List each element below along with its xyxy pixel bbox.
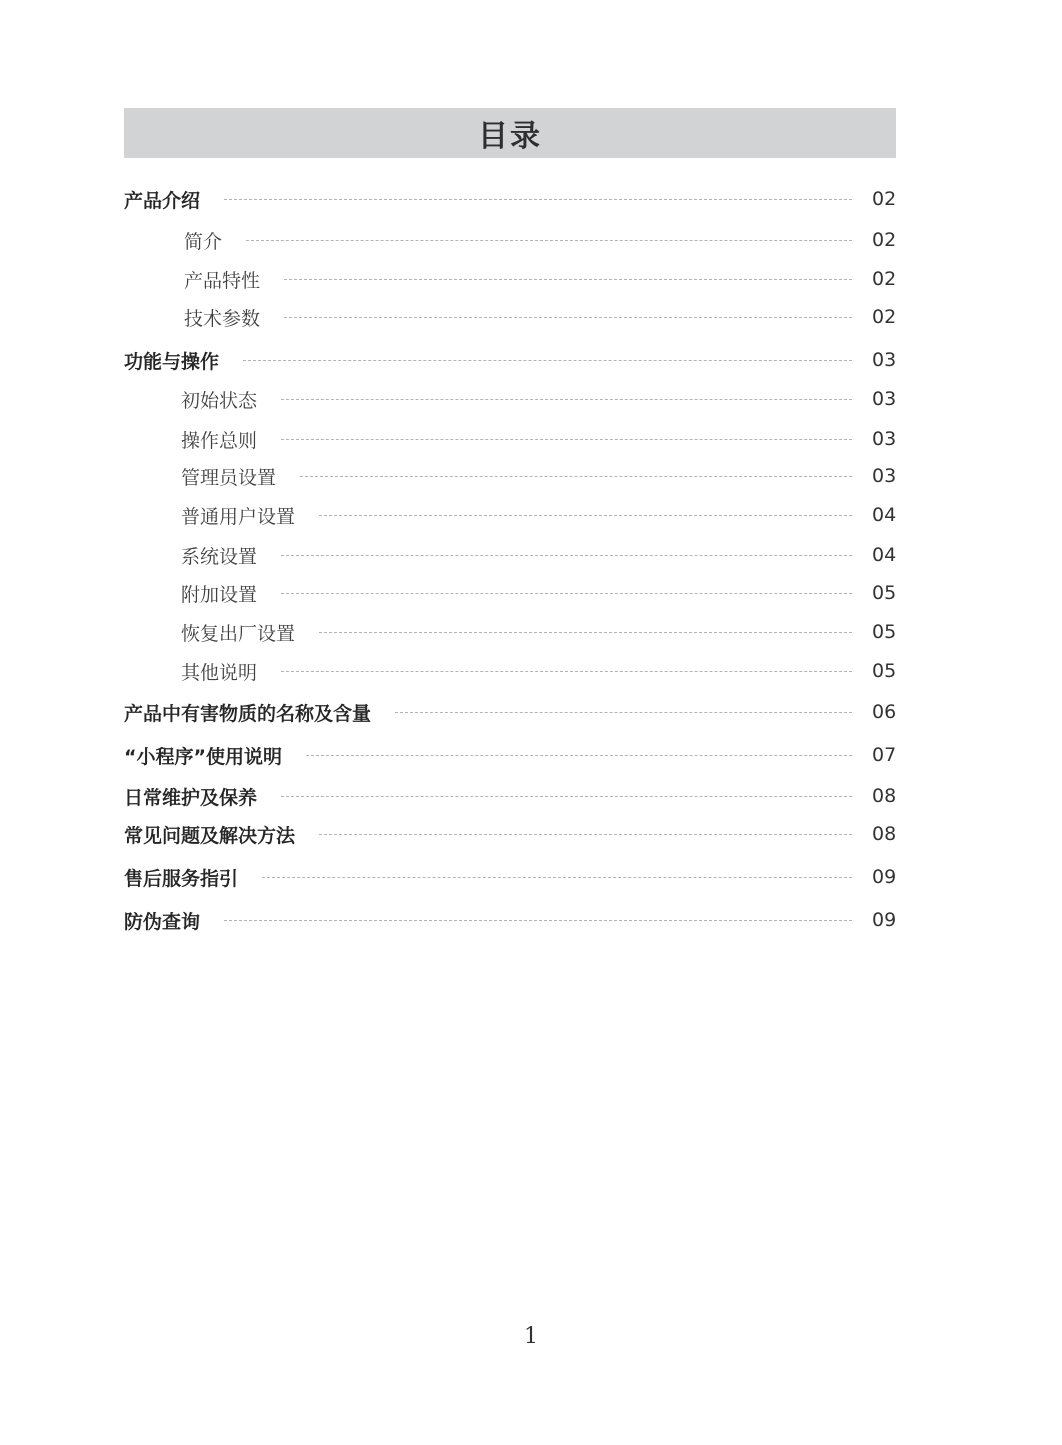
toc-entry[interactable]: [124, 461, 896, 491]
toc-entry[interactable]: [124, 424, 896, 454]
toc-entry[interactable]: [124, 500, 896, 530]
toc-entry[interactable]: [124, 656, 896, 686]
toc-entry-label: 操作总则: [181, 429, 258, 452]
toc-entry-label: 产品介绍: [124, 189, 201, 212]
toc-dot-leader: [246, 240, 852, 241]
toc-entry[interactable]: [124, 264, 896, 294]
toc-entry-page: 02: [872, 268, 897, 290]
toc-dot-leader: [281, 399, 852, 400]
toc-entry[interactable]: [124, 617, 896, 647]
toc-entry-label: 技术参数: [184, 307, 261, 330]
toc-dot-leader: [300, 476, 852, 477]
toc-entry-page: 03: [872, 465, 897, 487]
toc-dot-leader: [243, 360, 852, 361]
toc-entry-label: 管理员设置: [181, 466, 277, 489]
toc-entry-page: 08: [872, 823, 897, 845]
toc-entry-label: 产品中有害物质的名称及含量: [124, 702, 372, 725]
toc-dot-leader: [224, 920, 852, 921]
toc-entry-page: 03: [872, 349, 897, 371]
toc-entry[interactable]: [124, 697, 896, 727]
toc-entry[interactable]: [124, 540, 896, 570]
page-number: 1: [524, 1324, 538, 1349]
toc-dot-leader: [281, 796, 852, 797]
toc-entry-label: 恢复出厂设置: [181, 622, 296, 645]
toc-entry-label: 简介: [184, 230, 223, 253]
toc-entry-page: 02: [872, 188, 897, 210]
toc-dot-leader: [262, 877, 852, 878]
toc-dot-leader: [319, 632, 852, 633]
toc-entry-label: 系统设置: [181, 545, 258, 568]
toc-entry-page: 04: [872, 544, 897, 566]
toc-entry-label: “小程序”使用说明: [124, 745, 282, 768]
toc-entry-label: 日常维护及保养: [124, 786, 258, 809]
toc-entry-page: 07: [872, 744, 897, 766]
toc-dot-leader: [319, 834, 852, 835]
toc-dot-leader: [281, 439, 852, 440]
toc-dot-leader: [395, 712, 852, 713]
toc-entry-page: 06: [872, 701, 897, 723]
toc-entry[interactable]: [124, 740, 896, 770]
toc-entry-label: 售后服务指引: [124, 867, 239, 890]
toc-entry[interactable]: [124, 819, 896, 849]
toc-entry[interactable]: [124, 384, 896, 414]
toc-entry-page: 08: [872, 785, 897, 807]
toc-entry-label: 其他说明: [181, 661, 258, 684]
toc-dot-leader: [224, 199, 852, 200]
toc-entry[interactable]: [124, 862, 896, 892]
toc-entry-page: 04: [872, 504, 897, 526]
page-title: 目录: [478, 119, 542, 154]
toc-entry[interactable]: [124, 781, 896, 811]
toc-entry[interactable]: [124, 578, 896, 608]
title-bar: [124, 108, 896, 158]
toc-entry-page: 05: [872, 582, 897, 604]
toc-entry-page: 05: [872, 621, 897, 643]
toc-entry[interactable]: [124, 905, 896, 935]
toc-entry-label: 产品特性: [184, 269, 261, 292]
toc-entry[interactable]: [124, 345, 896, 375]
toc-entry-label: 普通用户设置: [181, 505, 296, 528]
toc-dot-leader: [281, 555, 852, 556]
toc-dot-leader: [281, 671, 852, 672]
toc-entry[interactable]: [124, 302, 896, 332]
toc-entry-page: 09: [872, 909, 897, 931]
toc-entry-page: 03: [872, 388, 897, 410]
toc-entry-label: 常见问题及解决方法: [124, 824, 296, 847]
toc-entry-page: 03: [872, 428, 897, 450]
toc-entry-page: 02: [872, 229, 897, 251]
toc-dot-leader: [319, 515, 852, 516]
toc-entry-label: 附加设置: [181, 583, 258, 606]
toc-dot-leader: [284, 279, 852, 280]
toc-dot-leader: [284, 317, 852, 318]
toc-entry-label: 防伪查询: [124, 910, 201, 933]
toc-entry-label: 初始状态: [181, 389, 258, 412]
toc-dot-leader: [281, 593, 852, 594]
toc-dot-leader: [306, 755, 852, 756]
toc-entry[interactable]: [124, 184, 896, 214]
toc-entry[interactable]: [124, 225, 896, 255]
toc-entry-page: 05: [872, 660, 897, 682]
toc-entry-page: 09: [872, 866, 897, 888]
toc-entry-label: 功能与操作: [124, 350, 220, 373]
toc-entry-page: 02: [872, 306, 897, 328]
